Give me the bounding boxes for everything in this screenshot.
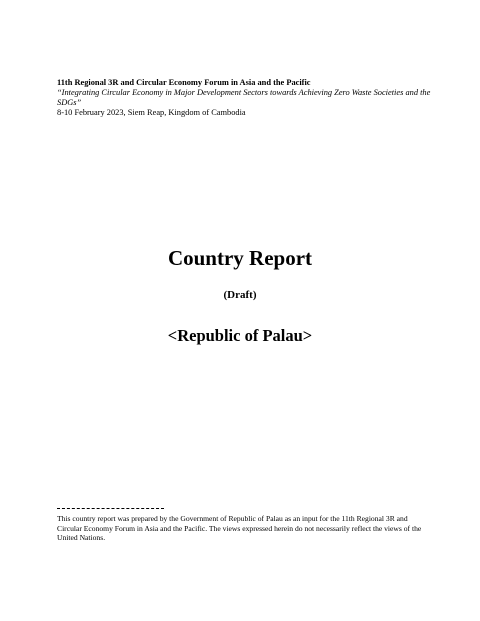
footnote-divider bbox=[57, 508, 164, 509]
country-name: <Republic of Palau> bbox=[167, 326, 313, 345]
forum-theme: “Integrating Circular Economy in Major Development Sectors towards Achieving Zero Waste Societies and the SDGs” bbox=[57, 88, 431, 107]
footnote-text: This country report was prepared by the Government of Republic of Palau as an input for the 11th Regional 3R and Circular Economy Forum in Asia and the Pacific. The views expressed herein do not necessarily reflect the views of the United Nations. bbox=[57, 514, 422, 543]
report-title: Country Report bbox=[167, 246, 313, 270]
footnote bbox=[57, 508, 427, 543]
forum-header bbox=[57, 78, 437, 118]
forum-date-location: 8-10 February 2023, Siem Reap, Kingdom of Cambodia bbox=[57, 108, 246, 117]
draft-label: (Draft) bbox=[223, 289, 257, 301]
forum-title: 11th Regional 3R and Circular Economy Forum in Asia and the Pacific bbox=[57, 78, 311, 87]
